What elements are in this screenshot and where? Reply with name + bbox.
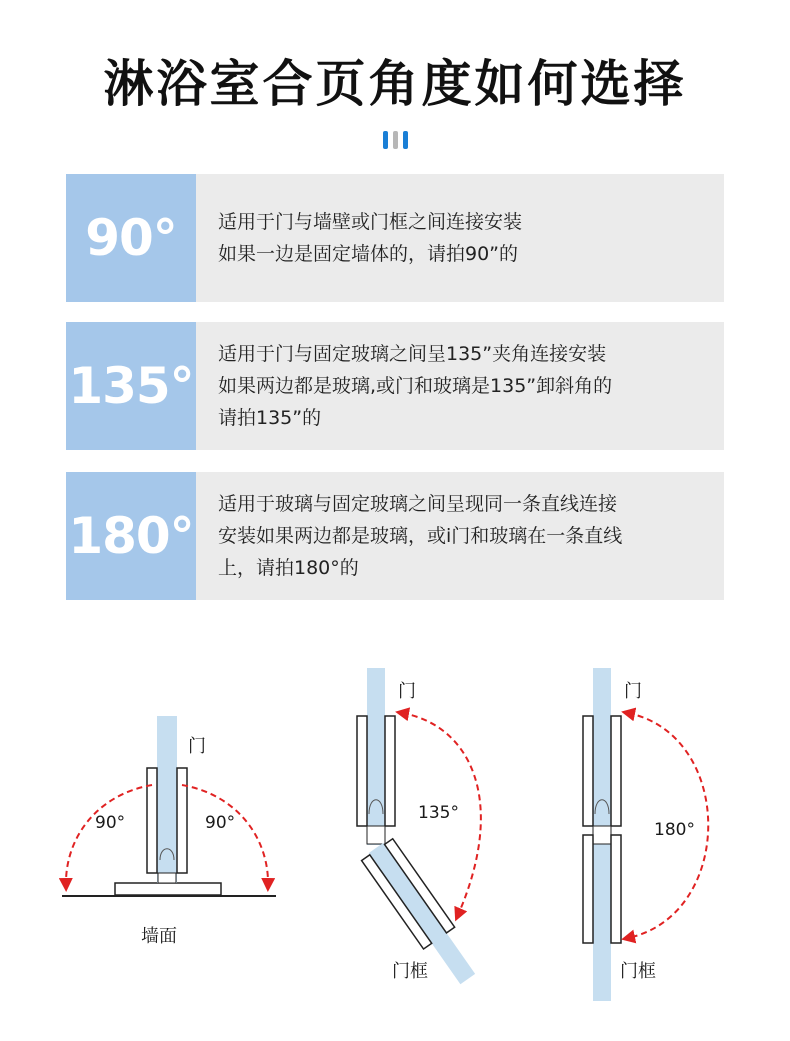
glass-door	[367, 668, 385, 845]
hinge-clamp-right-upper	[611, 716, 621, 826]
hinge-clamp-left	[357, 716, 367, 826]
angle-badge: 180°	[66, 472, 196, 600]
description-line: 上，请拍180°的	[218, 557, 359, 579]
hinge-clamp-right	[385, 716, 395, 826]
hinge-clamp-right-lower	[611, 835, 621, 943]
hinge-pin-block	[158, 873, 176, 883]
door-label: 门	[624, 681, 642, 702]
description-line: 安装如果两边都是玻璃，或i门和玻璃在一条直线	[218, 525, 623, 547]
frame-label: 门框	[620, 961, 656, 982]
hinge-pin-block	[367, 826, 385, 844]
hinge-clamp-left-lower	[583, 835, 593, 943]
diagram-135	[357, 668, 483, 990]
page-title: 淋浴室合页角度如何选择	[103, 55, 687, 113]
description-line: 如果两边都是玻璃,或门和玻璃是135”卸斜角的	[218, 375, 613, 397]
right-angle-label: 90°	[205, 813, 236, 833]
wall-label: 墙面	[141, 926, 177, 947]
hinge-clamp-left	[147, 768, 157, 873]
diagram-90	[62, 716, 276, 947]
door-label: 门	[188, 736, 206, 757]
diagram-180	[583, 668, 708, 1001]
description-line: 请拍135”的	[218, 407, 322, 429]
description-line: 适用于玻璃与固定玻璃之间呈现同一条直线连接	[218, 493, 618, 515]
hinge-base-plate	[115, 883, 221, 895]
door-label: 门	[398, 681, 416, 702]
angle-badge: 135°	[66, 322, 196, 450]
frame-label: 门框	[392, 961, 428, 982]
angle-badge: 90°	[66, 174, 196, 302]
left-angle-label: 90°	[95, 813, 126, 833]
angle-label: 135°	[418, 803, 459, 823]
hinge-pin-block	[593, 826, 611, 844]
description-line: 适用于门与固定玻璃之间呈135”夹角连接安装	[218, 343, 607, 365]
hinge-clamp-right	[177, 768, 187, 873]
red-angle-arrow-right	[182, 785, 268, 885]
red-angle-arrow-left	[66, 785, 152, 885]
angle-label: 180°	[654, 820, 695, 840]
description-line: 如果一边是固定墙体的，请拍90”的	[218, 243, 519, 265]
hinge-clamp-left-upper	[583, 716, 593, 826]
description-line: 适用于门与墙壁或门框之间连接安装	[218, 211, 523, 233]
